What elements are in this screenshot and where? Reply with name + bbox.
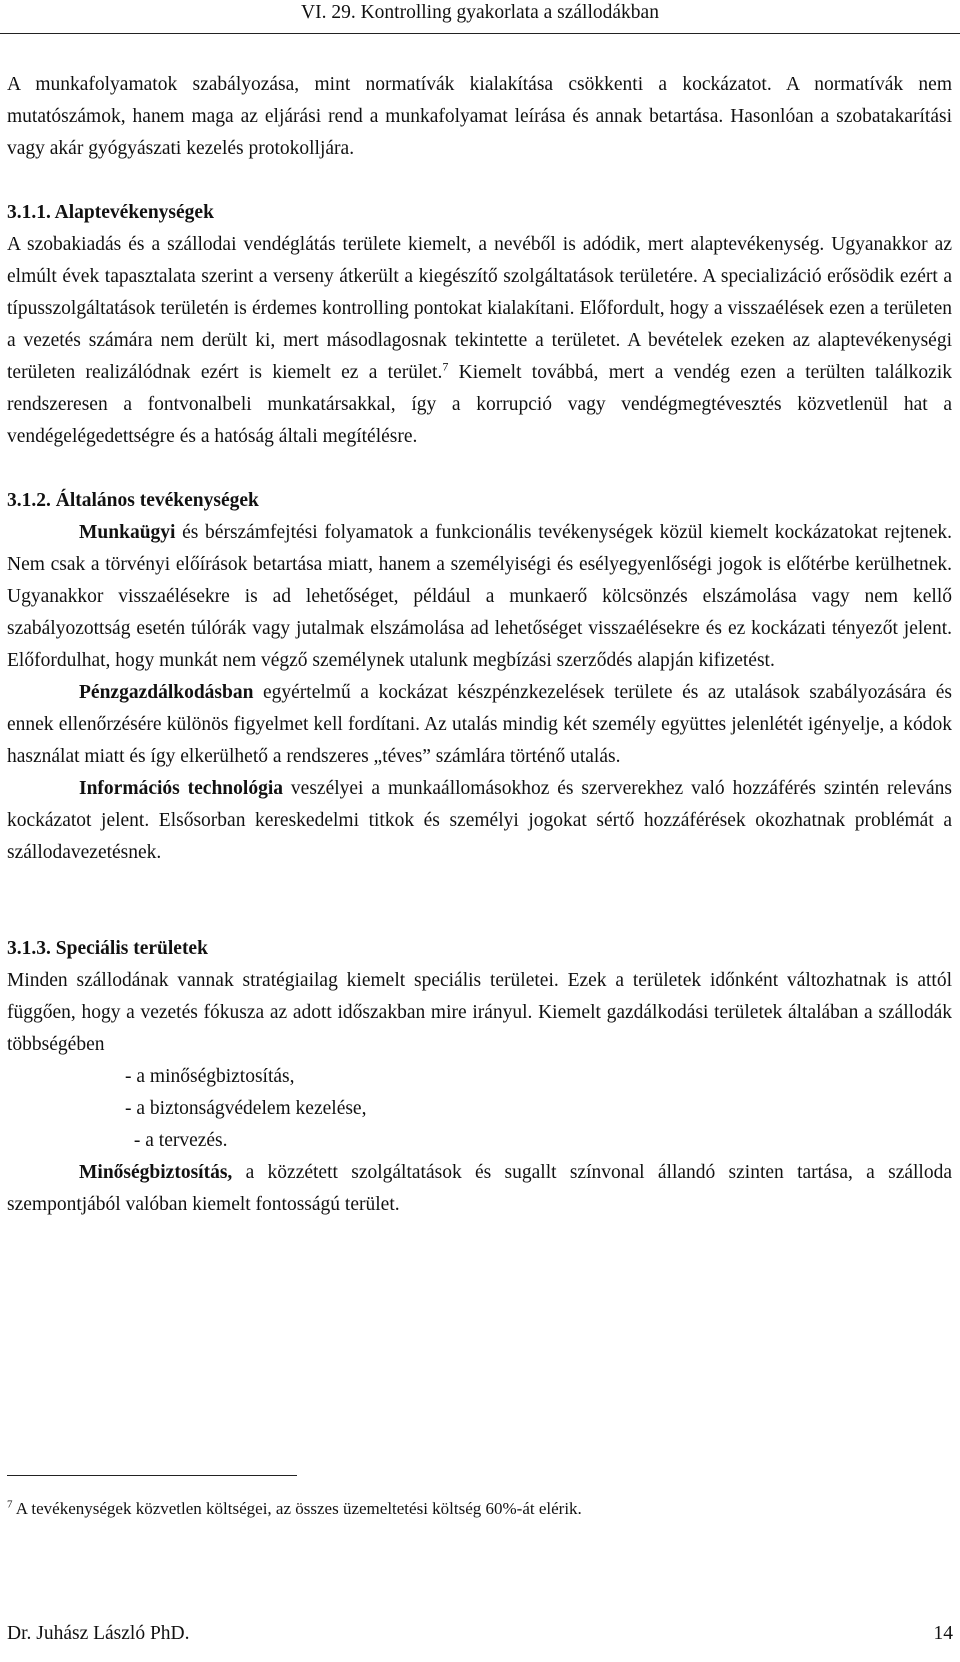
paragraph-text: a közzétett szolgáltatások és sugallt színvonal állandó szinten tartása, a szálloda szempontjából valóban kiemelt fontosságú terület. <box>7 1162 952 1215</box>
footnote-separator <box>7 1475 297 1476</box>
list-item: - a minőségbiztosítás, <box>125 1066 295 1087</box>
paragraph-text: Kiemelt továbbá, mert a vendég ezen a terülten találkozik rendszeresen a fontvonalbeli munkatársakkal, így a korrupció vagy vendégmegtévesztés közvetlenül hat a vendégelégedettségre és a hatóság általi megítélésre. <box>7 362 953 447</box>
page-number: 14 <box>933 1623 953 1644</box>
paragraph-text: A szobakiadás és a szállodai vendéglátás területe kiemelt, a nevéből is adódik, mert alaptevékenység. Ugyanakkor az elmúlt évek tapasztalata szerint a verseny átkerült a kiegészítő szolgáltatások területére. A specializáció erősödik ezért a típusszolgáltatások területén is érdemes kontrolling pontokat kialakítani. Előfordult, hogy a visszaélések ezen a területen a vezetés számára nem derült ki, mert másodlagosnak tekintette a területet. A bevételek ezeken az alaptevékenységi területen realizálódnak ezért is kiemelt ez a terület. <box>7 234 952 383</box>
header-rule <box>0 33 960 34</box>
intro-paragraph: A munkafolyamatok szabályozása, mint normatívák kialakítása csökkenti a kockázatot. A normatívák nem mutatószámok, hanem maga az eljárási rend a munkafolyamat leírása és annak betartása. Hasonlóan a szobatakarítási vagy akár gyógyászati kezelés protokollјára. <box>7 74 952 159</box>
list-item: - a tervezés. <box>129 1130 228 1151</box>
footnote-reference[interactable]: 7 <box>442 359 449 374</box>
paragraph-text: és bérszámfejtési folyamatok a funkcionális tevékenységek közül kiemelt kockázatokat rejtenek. Nem csak a törvényi előírások betartása miatt, hanem a személyiségi és esélyegyenlőségi jogok is előtérbe kerülhetnek. Ugyanakkor visszaélésekre is ad lehetőséget, például a munkaerő kölcsönzés elszámolása vagy nem kellő szabályozottság esetén túlórák vagy jutalmak elszámolása ad lehetőséget visszaélésekre és ez kockázati tényezőt jelent. Előfordulhat, hogy munkát nem végző személynek utalunk megbízási szerződés alapján kifizetést. <box>7 522 952 671</box>
bold-term: Munkaügyi <box>79 522 176 543</box>
running-header: VI. 29. Kontrolling gyakorlata a szállodákban <box>301 2 659 23</box>
footnote-text: A tevékenységek közvetlen költségei, az összes üzemeltetési költség 60%-át elérik. <box>12 1499 582 1518</box>
section-3-1-1-paragraph <box>7 229 952 453</box>
paragraph-munkaugyi <box>7 517 952 677</box>
list-item: - a biztonságvédelem kezelése, <box>125 1098 367 1119</box>
bold-term: Pénzgazdálkodásban <box>79 682 254 703</box>
paragraph-penzgazdalkodas <box>7 677 952 773</box>
footer-author: Dr. Juhász László PhD. <box>7 1623 190 1644</box>
paragraph-informacios-technologia <box>7 773 952 869</box>
bold-term: Minőségbiztosítás, <box>79 1162 233 1183</box>
section-heading-3-1-3: 3.1.3. Speciális területek <box>7 938 208 959</box>
section-3-1-3-paragraph: Minden szállodának vannak stratégiailag kiemelt speciális területei. Ezek a területek időnként változhatnak is attól függően, hogy a vezetés fókusza az adott időszakban mire irányul. Kiemelt gazdálkodási területek általában a szállodák többségében <box>7 970 952 1055</box>
document-body <box>7 69 952 1221</box>
section-heading-3-1-1: 3.1.1. Alaptevékenységek <box>7 202 214 223</box>
footnote <box>7 1498 952 1520</box>
paragraph-minosegbiztositas <box>7 1157 952 1221</box>
footnote-number: 7 <box>7 1498 13 1511</box>
paragraph-text: veszélyei a munkaállomásokhoz és szerverekhez való hozzáférés szintén releváns kockázatot jelent. Elsősorban kereskedelmi titkok és személyi jogokat sértő hozzáférések okozhatnak problémát a szállodavezetésnek. <box>7 778 952 863</box>
bold-term: Információs technológia <box>79 778 283 799</box>
section-heading-3-1-2: 3.1.2. Általános tevékenységek <box>7 490 259 511</box>
paragraph-text: egyértelmű a kockázat készpénzkezelések területe és az utalások szabályozására és ennek ellenőrzésére különös figyelmet kell fordítani. Az utalás mindig két személy együttes jelenlétét igényelje, a kódok használat miatt és így elkerülhető a rendszeres „téves” számlára történő utalás. <box>7 682 952 767</box>
